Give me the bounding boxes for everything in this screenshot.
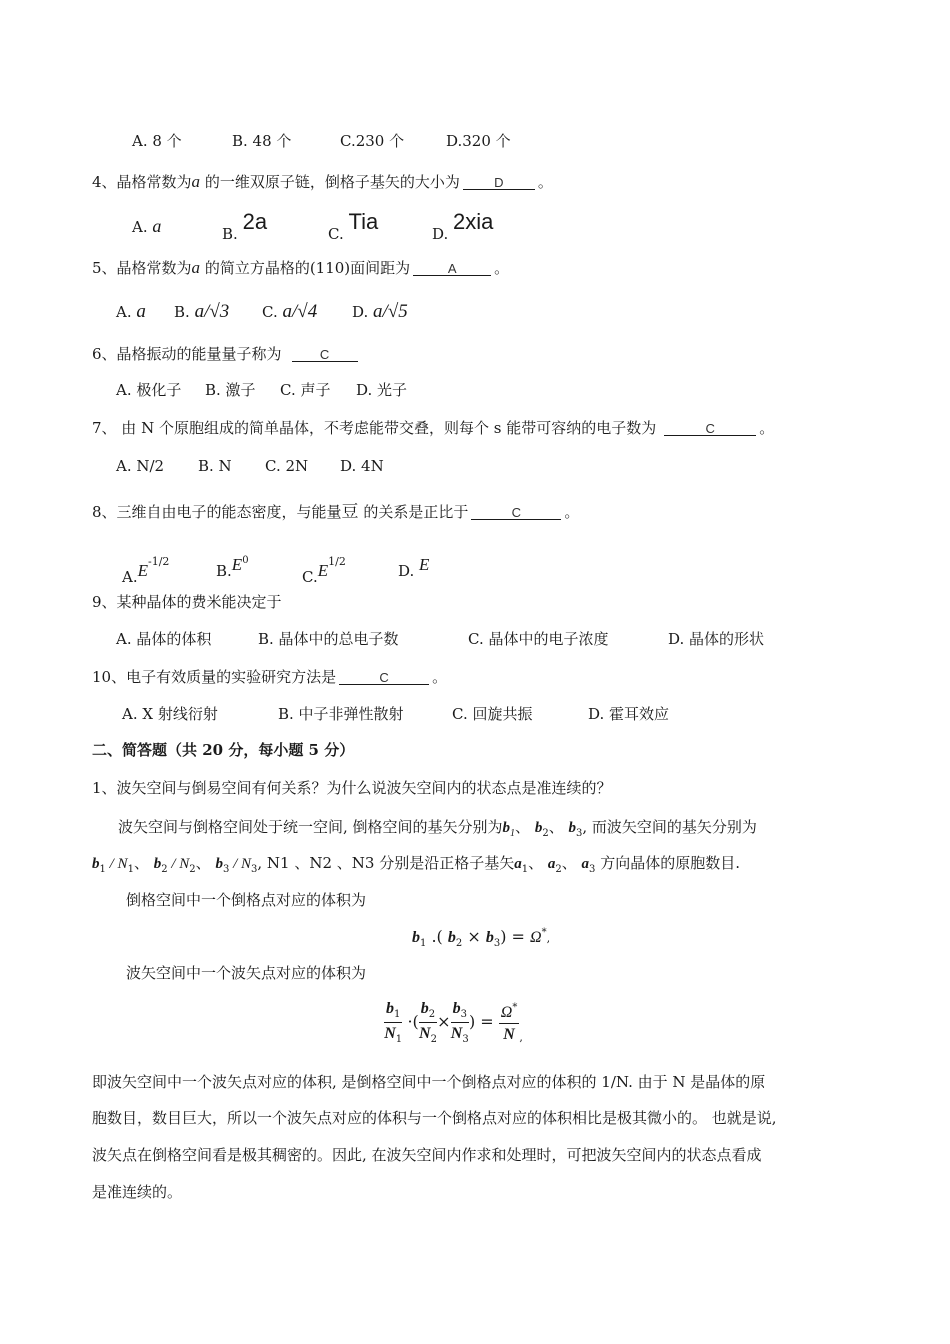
q5-option-b-label: B. xyxy=(174,303,190,321)
q5-option-b-value: a/√3 xyxy=(194,301,230,322)
q8-option-b-base: E xyxy=(231,555,243,574)
q8-middle: 的关系是正比于 xyxy=(358,503,469,521)
q5-prefix: 5、晶格常数为 xyxy=(92,259,192,277)
q6-text: 6、晶格振动的能量量子称为 xyxy=(92,345,282,363)
q4-middle: 的一维双原子链，倒格子基矢的大小为 xyxy=(200,173,460,191)
q4-option-b-label: B. xyxy=(222,225,238,243)
answer-para-2b: N1 、N2 、N3 分别是沿正格子基矢 xyxy=(266,854,515,872)
q4-option-d xyxy=(432,209,494,243)
q10-option-a: A. X 射线衍射 xyxy=(122,705,218,723)
q8-option-c-exp: 1/2 xyxy=(328,555,346,568)
q10-option-b: B. 中子非弹性散射 xyxy=(278,705,404,723)
q4-prefix: 4、晶格常数为 xyxy=(92,173,192,191)
q4-option-b-value: 2a xyxy=(242,209,268,234)
q6-option-a: A. 极化子 xyxy=(116,381,182,399)
q9-option-d: D. 晶体的形状 xyxy=(668,630,765,648)
q6-question xyxy=(92,347,361,362)
q7-option-a: A. N/2 xyxy=(116,457,165,475)
q4-option-c-value: Tia xyxy=(348,209,379,234)
q8-option-d-base: E xyxy=(419,555,430,574)
answer-para-3: 倒格空间中一个倒格点对应的体积为 xyxy=(126,891,367,909)
q4-suffix: 。 xyxy=(537,173,553,191)
q6-option-d: D. 光子 xyxy=(356,381,408,399)
q4-option-d-label: D. xyxy=(432,225,449,243)
q8-option-d-label: D. xyxy=(398,562,415,580)
q7-text: 7、 由 N 个原胞组成的简单晶体，不考虑能带交叠，则每个 s 能带可容纳的电子数为 xyxy=(92,419,657,437)
q5-option-c xyxy=(262,302,317,321)
q5-option-c-value: a/√4 xyxy=(282,301,318,322)
q10-suffix: 。 xyxy=(432,668,448,686)
q10-text: 10、电子有效质量的实验研究方法是 xyxy=(92,668,337,686)
answer-para-1: 波矢空间与倒格空间处于统一空间, 倒格空间的基矢分别为$b_1$、 $b_2$、 $b_3$, 而波矢空间的基矢分别为 xyxy=(118,818,757,839)
q5-option-c-label: C. xyxy=(262,303,278,321)
q8-question xyxy=(92,504,579,521)
answer-para-2c: 方向晶体的原胞数目. xyxy=(600,854,740,872)
q6-option-c: C. 声子 xyxy=(280,381,331,399)
q7-option-c: C. 2N xyxy=(265,457,309,475)
q5-option-a-label: A. xyxy=(116,303,132,321)
q5-middle: 的简立方晶格的(110)面间距为 xyxy=(200,259,411,277)
q8-option-b-exp: 0 xyxy=(242,555,249,566)
b3-symbol: b xyxy=(568,820,576,836)
q7-answer: C xyxy=(664,422,756,436)
q4-var: a xyxy=(191,172,201,191)
q5-var: a xyxy=(191,258,201,277)
q3-option-a: A. 8 个 xyxy=(132,132,182,150)
q4-option-a xyxy=(132,217,161,235)
q8-option-a-base: E xyxy=(137,561,148,580)
q7-question xyxy=(92,421,774,436)
q9-option-a: A. 晶体的体积 xyxy=(116,630,212,648)
q4-option-a-value: a xyxy=(152,216,162,236)
q4-answer: D xyxy=(463,176,535,190)
q5-option-d-label: D. xyxy=(352,303,369,321)
answer-para-5-line-2: 胞数目，数目巨大，所以一个波矢点对应的体积与一个倒格点对应的体积相比是极其微小的。 也就是说, xyxy=(92,1109,777,1127)
q10-answer: C xyxy=(339,671,429,685)
q8-option-b xyxy=(216,555,249,580)
q8-option-b-label: B. xyxy=(216,562,232,580)
q5-option-b xyxy=(174,302,229,321)
q5-option-d-value: a/√5 xyxy=(373,301,408,322)
answer-para-5-line-3: 波矢点在倒格空间看是极其稠密的。因此, 在波矢空间内作求和处理时，可把波矢空间内的状态点看成 xyxy=(92,1146,762,1164)
q7-suffix: 。 xyxy=(759,419,775,437)
b2-symbol: b xyxy=(534,820,543,836)
q9-option-c: C. 晶体中的电子浓度 xyxy=(468,630,609,648)
answer-para-5-line-4: 是准连续的。 xyxy=(92,1183,183,1201)
q7-option-d: D. 4N xyxy=(340,457,384,475)
q4-question xyxy=(92,173,553,190)
q5-suffix: 。 xyxy=(494,259,510,277)
q5-option-d xyxy=(352,302,408,321)
q8-option-c xyxy=(302,555,346,586)
q4-option-d-value: 2xia xyxy=(453,209,494,234)
answer-para-4: 波矢空间中一个波矢点对应的体积为 xyxy=(126,964,367,982)
q7-option-b: B. N xyxy=(198,457,232,475)
q8-option-d xyxy=(398,555,430,580)
q8-suffix: 。 xyxy=(564,503,580,521)
q5-answer: A xyxy=(413,262,491,276)
q3-option-c: C.230 个 xyxy=(340,132,405,150)
q3-option-b: B. 48 个 xyxy=(232,132,292,150)
q8-option-c-base: E xyxy=(317,561,329,580)
q4-option-c xyxy=(328,209,379,243)
q8-prefix: 8、三维自由电子的能态密度，与能量 xyxy=(92,503,342,521)
q4-option-a-label: A. xyxy=(132,218,148,236)
q4-option-c-label: C. xyxy=(328,225,344,243)
q9-question: 9、某种晶体的费米能决定于 xyxy=(92,593,282,611)
q8-option-a-label: A. xyxy=(122,568,138,586)
section-2-q1: 1、波矢空间与倒易空间有何关系？为什么说波矢空间内的状态点是准连续的？ xyxy=(92,779,612,797)
q5-option-a xyxy=(116,302,146,321)
formula-reciprocal-volume: $b_1$ .( $b_2 \times b_3) = \Omega^*$, xyxy=(412,927,551,949)
q5-option-a-value: a xyxy=(136,301,146,322)
q8-var: 豆 xyxy=(341,502,359,522)
q9-option-b: B. 晶体中的总电子数 xyxy=(258,630,399,648)
q8-option-a-exp: -1/2 xyxy=(148,555,170,568)
q6-answer: C xyxy=(292,348,358,362)
answer-para-2: $b_1 / N_1$、 $b_2 / N_2$、 $b_3 / N_3$, N1 、N2 、N3 分别是沿正格子基矢$a_1$、 $a_2$、 $a_3$ 方向晶体的原胞数目. xyxy=(92,854,740,875)
answer-para-1b: 而波矢空间的基矢分别为 xyxy=(591,818,757,836)
answer-para-1a: 波矢空间与倒格空间处于统一空间, 倒格空间的基矢分别为 xyxy=(118,818,503,836)
section-2-heading: 二、简答题（共 20 分，每小题 5 分） xyxy=(92,741,355,759)
q5-question xyxy=(92,259,509,276)
answer-para-5-line-1: 即波矢空间中一个波矢点对应的体积, 是倒格空间中一个倒格点对应的体积的 1/N. 由于 N 是晶体的原 xyxy=(92,1073,766,1091)
q10-option-c: C. 回旋共振 xyxy=(452,705,533,723)
q10-question xyxy=(92,670,447,685)
q4-option-b xyxy=(222,209,268,243)
q6-option-b: B. 激子 xyxy=(205,381,256,399)
q8-option-a xyxy=(122,555,170,586)
q3-option-d: D.320 个 xyxy=(446,132,511,150)
q8-answer: C xyxy=(471,506,561,520)
formula-wavevector-volume: $\frac{b_1}{N_1}$ ·( $\frac{b_2}{N_2}$ × $\frac{b_3}{N_3}$ ) = $\frac{\Omega^*}{N}$ $_,$ xyxy=(384,1000,523,1045)
q8-option-c-label: C. xyxy=(302,568,318,586)
q10-option-d: D. 霍耳效应 xyxy=(588,705,670,723)
b1-symbol: b xyxy=(502,820,511,836)
